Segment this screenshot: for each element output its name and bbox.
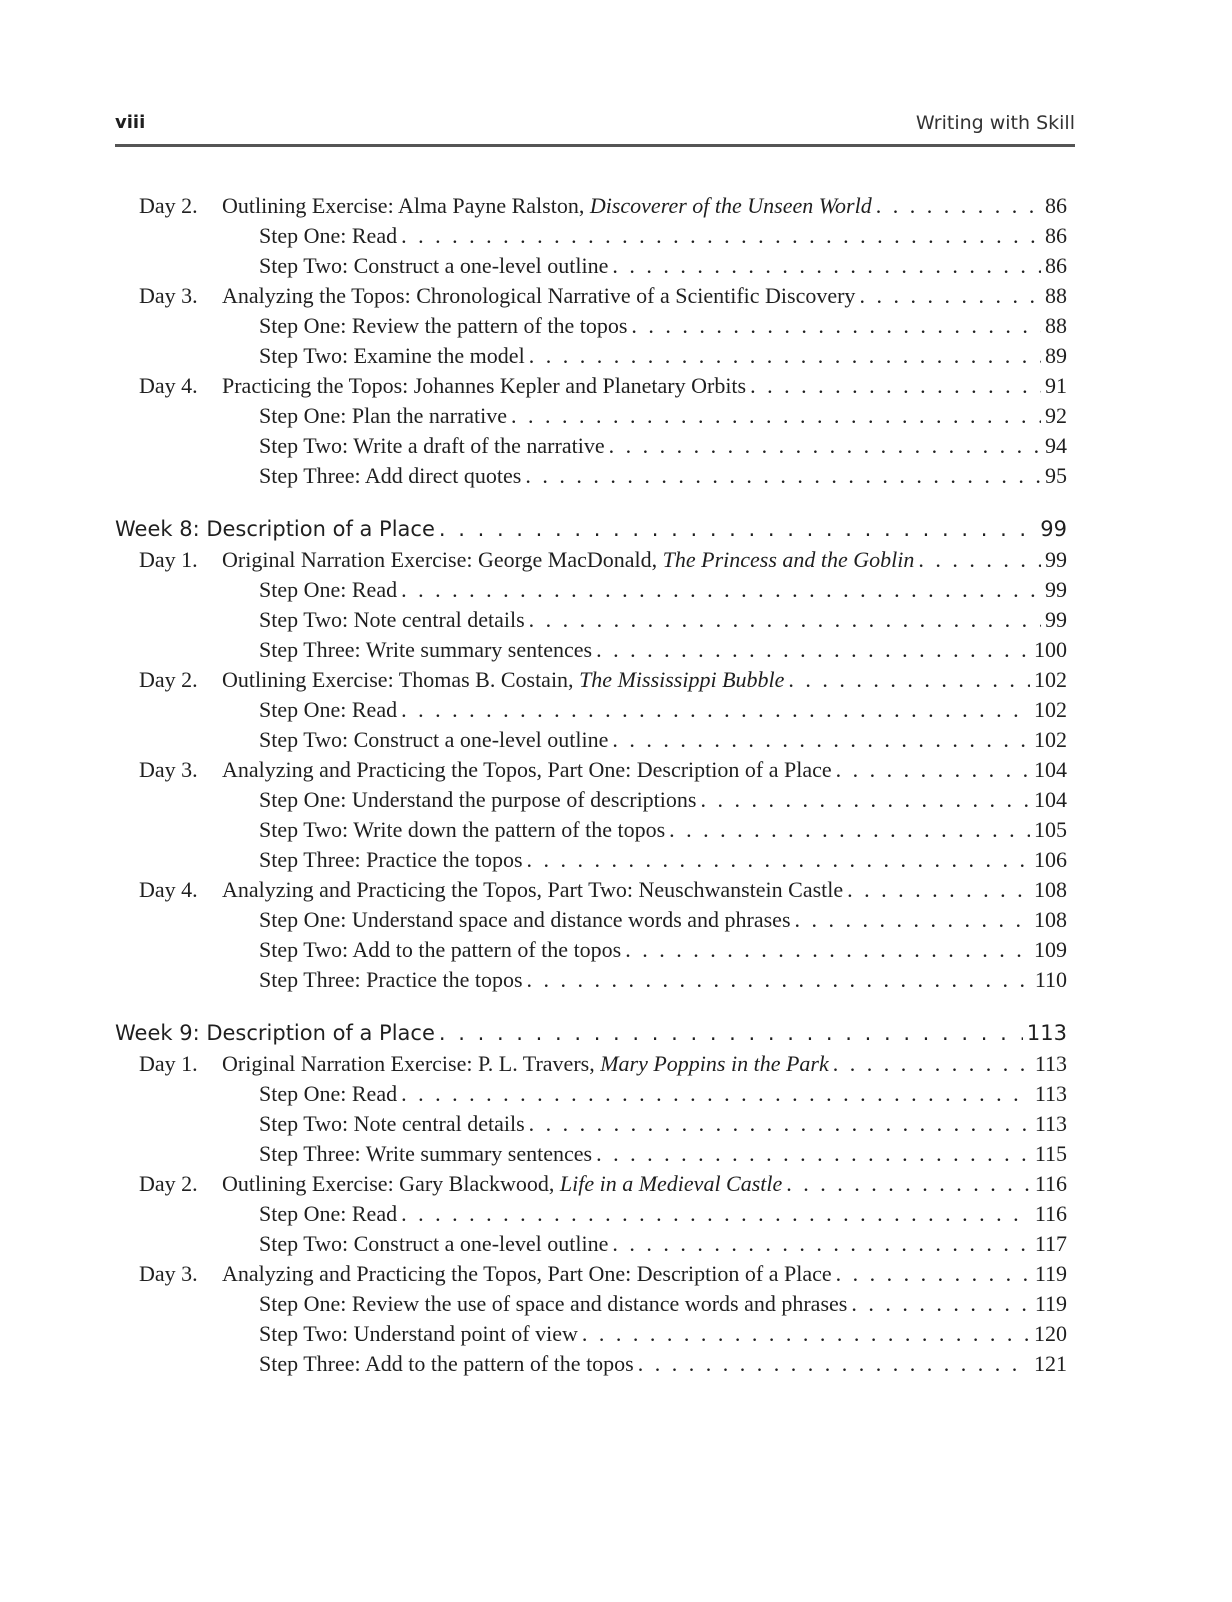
toc-day-entry (115, 755, 1075, 785)
toc-entry-title (259, 815, 665, 845)
toc-entry-title (115, 514, 435, 545)
toc-entry-title (222, 875, 843, 905)
toc-page-number: 115 (1034, 1141, 1067, 1166)
toc-entry-title-text: Outlining Exercise: Gary Blackwood, (222, 1171, 560, 1196)
toc-entry-title (259, 431, 605, 461)
toc-page-number: 117 (1034, 1231, 1067, 1256)
dot-leader (612, 251, 1041, 281)
dot-leader (596, 1139, 1031, 1169)
dot-leader (612, 1229, 1030, 1259)
toc-day-entry (115, 875, 1075, 905)
toc-entry-title (259, 725, 608, 755)
toc-page-number: 116 (1034, 1171, 1067, 1196)
toc-entry-title (259, 1109, 525, 1139)
toc-page-number: 113 (1034, 1081, 1067, 1106)
dot-leader (401, 695, 1030, 725)
toc-entry-book-title: Mary Poppins in the Park (600, 1051, 829, 1076)
toc-day-entry (115, 1049, 1075, 1079)
toc-page-number: 104 (1034, 757, 1067, 782)
dot-leader (918, 545, 1041, 575)
toc-entry-title-text: Step One: Review the use of space and distance words and phrases (259, 1291, 848, 1316)
toc-page-number: 86 (1045, 193, 1067, 218)
toc-entry-title-text: Step Two: Note central details (259, 607, 525, 632)
toc-day-entry (115, 1259, 1075, 1289)
dot-leader (609, 431, 1041, 461)
toc-entry-title (115, 1018, 435, 1049)
toc-entry-title-text: Outlining Exercise: Thomas B. Costain, (222, 667, 580, 692)
toc-entry-title (222, 755, 832, 785)
toc-step-entry (115, 785, 1075, 815)
toc-step-entry (115, 1229, 1075, 1259)
dot-leader (439, 514, 1036, 545)
toc-page-number: 86 (1045, 253, 1067, 278)
running-title: Writing with Skill (915, 112, 1075, 134)
toc-entry-title-text: Step Two: Understand point of view (259, 1321, 578, 1346)
dot-leader (527, 965, 1031, 995)
toc-entry-title-text: Step Two: Construct a one-level outline (259, 727, 609, 752)
toc-step-entry (115, 431, 1075, 461)
toc-page-number: 99 (1045, 577, 1067, 602)
toc-entry-title-text: Original Narration Exercise: P. L. Travers, (222, 1051, 601, 1076)
dot-leader (631, 311, 1041, 341)
dot-leader (795, 905, 1030, 935)
toc-entry-title (222, 1169, 782, 1199)
dot-leader (638, 1349, 1030, 1379)
toc-entry-title (259, 635, 592, 665)
toc-page-number: 99 (1040, 517, 1067, 541)
toc-step-entry (115, 221, 1075, 251)
toc-entry-title-text: Step Three: Add to the pattern of the topos (259, 1351, 634, 1376)
toc-entry-title (259, 1289, 847, 1319)
toc-entry-title (259, 1349, 634, 1379)
toc-entry-title (222, 1259, 832, 1289)
dot-leader (786, 1169, 1031, 1199)
toc-week-entry (115, 514, 1075, 545)
toc-entry-book-title: Life in a Medieval Castle (559, 1171, 783, 1196)
dot-leader (401, 1199, 1031, 1229)
toc-entry-title (259, 1139, 592, 1169)
dot-leader (833, 1049, 1031, 1079)
dot-leader (511, 401, 1041, 431)
toc-day-entry (115, 281, 1075, 311)
toc-page-number: 92 (1045, 403, 1067, 428)
toc-step-entry (115, 1289, 1075, 1319)
dot-leader (836, 755, 1030, 785)
toc-entry-title (222, 545, 914, 575)
toc-step-entry (115, 1349, 1075, 1379)
toc-step-entry (115, 815, 1075, 845)
toc-entry-book-title: Discoverer of the Unseen World (589, 193, 872, 218)
toc-day-entry (115, 1169, 1075, 1199)
dot-leader (401, 575, 1041, 605)
toc-page-number: 109 (1034, 937, 1067, 962)
toc-entry-title-text: Analyzing the Topos: Chronological Narrative of a Scientific Discovery (222, 283, 856, 308)
dot-leader (529, 605, 1041, 635)
dot-leader (612, 725, 1030, 755)
toc-entry-title (259, 251, 608, 281)
toc-entry-title-text: Step Two: Construct a one-level outline (259, 253, 609, 278)
dot-leader (851, 1289, 1030, 1319)
toc-day-label: Day 3. (139, 1261, 198, 1286)
toc-step-entry (115, 635, 1075, 665)
toc-step-entry (115, 251, 1075, 281)
toc-entry-title (259, 461, 521, 491)
toc-step-entry (115, 935, 1075, 965)
dot-leader (596, 635, 1030, 665)
dot-leader (401, 221, 1041, 251)
toc-page-number: 106 (1034, 847, 1067, 872)
toc-entry-title (259, 1199, 397, 1229)
toc-page-number: 95 (1045, 463, 1067, 488)
toc-day-label: Day 2. (139, 1171, 198, 1196)
toc-entry-title (259, 935, 621, 965)
toc-entry-title (222, 665, 784, 695)
dot-leader (847, 875, 1030, 905)
toc-step-entry (115, 461, 1075, 491)
dot-leader (669, 815, 1030, 845)
toc-day-label: Day 2. (139, 667, 198, 692)
toc-page-number: 86 (1045, 223, 1067, 248)
toc-entry-title-text: Step Three: Write summary sentences (259, 1141, 593, 1166)
toc-entry-title (259, 785, 696, 815)
toc-entry-title-text: Analyzing and Practicing the Topos, Part One: Description of a Place (222, 757, 832, 782)
toc-step-entry (115, 1319, 1075, 1349)
dot-leader (750, 371, 1041, 401)
toc-page-number: 113 (1034, 1111, 1067, 1136)
toc-entry-title-text: Step Two: Write down the pattern of the topos (259, 817, 666, 842)
toc-entry-title-text: Practicing the Topos: Johannes Kepler and Planetary Orbits (222, 373, 747, 398)
toc-page-number: 121 (1034, 1351, 1067, 1376)
toc-day-entry (115, 371, 1075, 401)
toc-page-number: 88 (1045, 313, 1067, 338)
page-number: viii (115, 112, 146, 133)
toc-page-number: 99 (1045, 547, 1067, 572)
toc-step-entry (115, 1199, 1075, 1229)
toc-entry-title (222, 191, 872, 221)
toc-entry-title-text: Step Two: Write a draft of the narrative (259, 433, 605, 458)
toc-step-entry (115, 575, 1075, 605)
toc-entry-title-text: Analyzing and Practicing the Topos, Part Two: Neuschwanstein Castle (222, 877, 844, 902)
toc-day-entry (115, 191, 1075, 221)
toc-entry-book-title: The Princess and the Goblin (662, 547, 915, 572)
toc-step-entry (115, 725, 1075, 755)
toc-page-number: 108 (1034, 877, 1067, 902)
table-of-contents (115, 191, 1075, 1379)
dot-leader (859, 281, 1041, 311)
toc-page-number: 104 (1034, 787, 1067, 812)
toc-page-number: 94 (1045, 433, 1067, 458)
toc-entry-title (222, 371, 746, 401)
toc-entry-title (222, 1049, 829, 1079)
toc-entry-title-text: Step One: Read (259, 697, 398, 722)
toc-entry-title (259, 605, 525, 635)
toc-page-number: 91 (1045, 373, 1067, 398)
toc-page-number: 113 (1034, 1051, 1067, 1076)
toc-day-entry (115, 545, 1075, 575)
toc-step-entry (115, 1079, 1075, 1109)
toc-page-number: 102 (1034, 727, 1067, 752)
toc-entry-title-text: Outlining Exercise: Alma Payne Ralston, (222, 193, 590, 218)
toc-entry-title-text: Week 9: Description of a Place (115, 1021, 435, 1045)
dot-leader (529, 1109, 1031, 1139)
dot-leader (529, 341, 1041, 371)
dot-leader (788, 665, 1030, 695)
toc-entry-title-text: Step Three: Write summary sentences (259, 637, 593, 662)
toc-entry-title (259, 401, 507, 431)
toc-entry-title-text: Step One: Read (259, 223, 398, 248)
toc-step-entry (115, 845, 1075, 875)
toc-entry-title (259, 905, 791, 935)
toc-entry-title (259, 311, 627, 341)
toc-entry-title (259, 575, 397, 605)
toc-entry-title (222, 281, 855, 311)
toc-step-entry (115, 695, 1075, 725)
toc-entry-title-text: Step One: Read (259, 1201, 398, 1226)
toc-day-label: Day 3. (139, 283, 198, 308)
toc-step-entry (115, 341, 1075, 371)
toc-page-number: 110 (1034, 967, 1067, 992)
page-header (115, 110, 1075, 147)
toc-page-number: 113 (1026, 1021, 1067, 1045)
toc-entry-title-text: Step One: Review the pattern of the topos (259, 313, 628, 338)
toc-page-number: 119 (1034, 1291, 1067, 1316)
toc-entry-title-text: Original Narration Exercise: George MacDonald, (222, 547, 663, 572)
toc-page-number: 116 (1034, 1201, 1067, 1226)
dot-leader (525, 461, 1041, 491)
toc-entry-title-text: Step Three: Add direct quotes (259, 463, 522, 488)
toc-step-entry (115, 311, 1075, 341)
dot-leader (836, 1259, 1031, 1289)
toc-step-entry (115, 605, 1075, 635)
toc-page-number: 102 (1034, 667, 1067, 692)
toc-step-entry (115, 1109, 1075, 1139)
toc-entry-title-text: Week 8: Description of a Place (115, 517, 435, 541)
toc-entry-title-text: Step One: Understand space and distance words and phrases (259, 907, 791, 932)
toc-page-number: 108 (1034, 907, 1067, 932)
toc-entry-title-text: Step Three: Practice the topos (259, 967, 523, 992)
toc-entry-title-text: Step One: Read (259, 577, 398, 602)
toc-entry-title-text: Step Three: Practice the topos (259, 847, 523, 872)
toc-day-label: Day 3. (139, 757, 198, 782)
toc-page-number: 88 (1045, 283, 1067, 308)
dot-leader (401, 1079, 1031, 1109)
toc-entry-title (259, 965, 523, 995)
dot-leader (527, 845, 1030, 875)
toc-day-entry (115, 665, 1075, 695)
toc-page-number: 102 (1034, 697, 1067, 722)
toc-week-entry (115, 1018, 1075, 1049)
toc-page-number: 105 (1034, 817, 1067, 842)
dot-leader (700, 785, 1030, 815)
toc-day-label: Day 1. (139, 547, 198, 572)
toc-entry-title-text: Step Two: Examine the model (259, 343, 525, 368)
toc-step-entry (115, 965, 1075, 995)
toc-page-number: 100 (1034, 637, 1067, 662)
toc-entry-title-text: Step Two: Construct a one-level outline (259, 1231, 609, 1256)
toc-step-entry (115, 401, 1075, 431)
toc-day-label: Day 1. (139, 1051, 198, 1076)
toc-entry-title (259, 695, 397, 725)
toc-entry-title (259, 221, 397, 251)
toc-page-number: 120 (1034, 1321, 1067, 1346)
toc-entry-title-text: Step One: Read (259, 1081, 398, 1106)
toc-entry-title (259, 1229, 608, 1259)
toc-entry-title (259, 341, 525, 371)
toc-entry-title-text: Analyzing and Practicing the Topos, Part One: Description of a Place (222, 1261, 832, 1286)
toc-day-label: Day 4. (139, 373, 198, 398)
dot-leader (876, 191, 1041, 221)
toc-day-label: Day 4. (139, 877, 198, 902)
toc-entry-title-text: Step Two: Add to the pattern of the topos (259, 937, 622, 962)
toc-page-number: 99 (1045, 607, 1067, 632)
toc-entry-book-title: The Mississippi Bubble (579, 667, 785, 692)
toc-page-number: 89 (1045, 343, 1067, 368)
dot-leader (439, 1018, 1023, 1049)
toc-page-number: 119 (1034, 1261, 1067, 1286)
toc-entry-title-text: Step One: Understand the purpose of descriptions (259, 787, 697, 812)
dot-leader (582, 1319, 1030, 1349)
toc-entry-title-text: Step Two: Note central details (259, 1111, 525, 1136)
toc-entry-title (259, 1319, 578, 1349)
dot-leader (625, 935, 1030, 965)
toc-entry-title (259, 1079, 397, 1109)
toc-day-label: Day 2. (139, 193, 198, 218)
toc-step-entry (115, 1139, 1075, 1169)
toc-entry-title (259, 845, 523, 875)
toc-entry-title-text: Step One: Plan the narrative (259, 403, 508, 428)
toc-step-entry (115, 905, 1075, 935)
